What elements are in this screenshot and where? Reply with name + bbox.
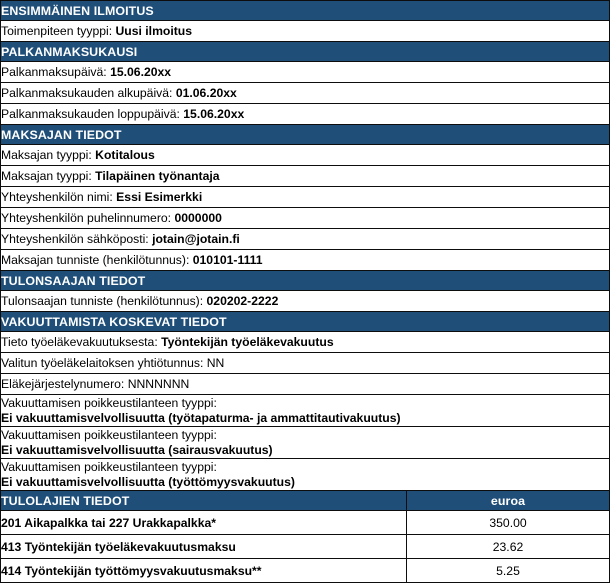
section-title: ENSIMMÄINEN ILMOITUS bbox=[1, 1, 610, 21]
field-label: Yhteyshenkilön nimi: bbox=[1, 190, 113, 204]
field-yhteyshenkilon-nimi bbox=[1, 187, 610, 208]
field-label: Valitun työeläkelaitoksen yhtiötunnus: bbox=[1, 356, 204, 370]
table-row bbox=[1, 145, 610, 166]
table-row bbox=[1, 395, 610, 427]
field-palkanmaksukauden-loppupaiva bbox=[1, 104, 610, 125]
section-header-vakuuttamista-koskevat-tiedot bbox=[1, 312, 610, 332]
field-label: Vakuuttamisen poikkeustilanteen tyyppi: bbox=[1, 427, 217, 442]
table-row bbox=[1, 427, 610, 459]
section-header-ensimmainen-ilmoitus bbox=[1, 1, 610, 21]
field-poikkeustilanne-tyotapaturma bbox=[1, 395, 610, 427]
field-value: NNNNNNN bbox=[127, 377, 190, 391]
field-poikkeustilanne-tyottomyysvakuutus bbox=[1, 459, 610, 491]
field-label: Vakuuttamisen poikkeustilanteen tyyppi: bbox=[1, 459, 217, 474]
section-header-palkanmaksukausi bbox=[1, 42, 610, 62]
section-title: PALKANMAKSUKAUSI bbox=[1, 42, 610, 62]
field-tieto-tyoelakevakuutuksesta bbox=[1, 332, 610, 353]
table-row bbox=[1, 250, 610, 271]
field-value: 020202-2222 bbox=[206, 294, 279, 308]
field-poikkeustilanne-sairausvakuutus bbox=[1, 427, 610, 459]
table-row bbox=[1, 208, 610, 229]
field-maksajan-tyyppi-2 bbox=[1, 166, 610, 187]
field-label: Palkanmaksupäivä: bbox=[1, 65, 107, 79]
field-palkanmaksukauden-alkupaiva bbox=[1, 83, 610, 104]
table-row bbox=[1, 511, 610, 535]
table-row bbox=[1, 353, 610, 374]
table-row bbox=[1, 187, 610, 208]
field-value: Uusi ilmoitus bbox=[115, 24, 193, 38]
field-label: Maksajan tyyppi: bbox=[1, 169, 92, 183]
table-row bbox=[1, 559, 610, 583]
field-label: Palkanmaksukauden loppupäivä: bbox=[1, 107, 180, 121]
field-yhteyshenkilon-puhelinnumero bbox=[1, 208, 610, 229]
field-label: Maksajan tyyppi: bbox=[1, 148, 92, 162]
field-value: Ei vakuuttamisvelvollisuutta (sairausvakuutus) bbox=[1, 442, 273, 457]
field-label: Yhteyshenkilön sähköposti: bbox=[1, 232, 149, 246]
report-body bbox=[1, 1, 610, 583]
table-row bbox=[1, 104, 610, 125]
section-header-maksajan-tiedot bbox=[1, 125, 610, 145]
amount-column-header: euroa bbox=[407, 491, 610, 511]
table-row bbox=[1, 83, 610, 104]
table-row bbox=[1, 166, 610, 187]
income-type-amount: 350.00 bbox=[407, 511, 610, 535]
field-value: Tilapäinen työnantaja bbox=[95, 169, 220, 183]
field-label: Vakuuttamisen poikkeustilanteen tyyppi: bbox=[1, 395, 217, 410]
field-value: Ei vakuuttamisvelvollisuutta (työtapaturma- ja ammattitautivakuutus) bbox=[1, 410, 401, 425]
field-value: 15.06.20xx bbox=[183, 107, 245, 121]
field-elakejarjestelynumero bbox=[1, 374, 610, 395]
field-label: Yhteyshenkilön puhelinnumero: bbox=[1, 211, 172, 225]
field-value: NN bbox=[206, 356, 225, 370]
field-yhteyshenkilon-sahkoposti bbox=[1, 229, 610, 250]
field-value: 0000000 bbox=[174, 211, 222, 225]
field-label: Maksajan tunniste (henkilötunnus): bbox=[1, 253, 190, 267]
field-palkanmaksupaiva bbox=[1, 62, 610, 83]
field-value: Kotitalous bbox=[95, 148, 155, 162]
field-value: 010101-1111 bbox=[192, 253, 263, 267]
field-label: Eläkejärjestelynumero: bbox=[1, 377, 125, 391]
section-title: VAKUUTTAMISTA KOSKEVAT TIEDOT bbox=[1, 312, 610, 332]
income-type-name: 414 Työntekijän työttömyysvakuutusmaksu** bbox=[1, 559, 407, 583]
field-label: Palkanmaksukauden alkupäivä: bbox=[1, 86, 173, 100]
field-tulonsaajan-tunniste bbox=[1, 291, 610, 312]
field-maksajan-tunniste bbox=[1, 250, 610, 271]
field-maksajan-tyyppi-1 bbox=[1, 145, 610, 166]
section-title: MAKSAJAN TIEDOT bbox=[1, 125, 610, 145]
field-value: Ei vakuuttamisvelvollisuutta (työttömyysvakuutus) bbox=[1, 474, 295, 489]
table-row bbox=[1, 291, 610, 312]
income-type-name: 413 Työntekijän työeläkevakuutusmaksu bbox=[1, 535, 407, 559]
field-value: Työntekijän työeläkevakuutus bbox=[161, 335, 334, 349]
table-row bbox=[1, 332, 610, 353]
field-value: Essi Esimerkki bbox=[116, 190, 203, 204]
table-row bbox=[1, 535, 610, 559]
table-row bbox=[1, 21, 610, 42]
field-value: 15.06.20xx bbox=[110, 65, 172, 79]
section-title: TULONSAAJAN TIEDOT bbox=[1, 271, 610, 291]
table-row bbox=[1, 459, 610, 491]
section-header-tulolajien-tiedot bbox=[1, 491, 610, 511]
field-yhtiotunnus bbox=[1, 353, 610, 374]
income-type-name: 201 Aikapalkka tai 227 Urakkapalkka* bbox=[1, 511, 407, 535]
section-title: TULOLAJIEN TIEDOT bbox=[1, 491, 407, 511]
field-toimenpiteen-tyyppi bbox=[1, 21, 610, 42]
field-label: Tulonsaajan tunniste (henkilötunnus): bbox=[1, 294, 204, 308]
field-label: Tieto työeläkevakuutuksesta: bbox=[1, 335, 158, 349]
section-header-tulonsaajan-tiedot bbox=[1, 271, 610, 291]
field-value: jotain@jotain.fi bbox=[152, 232, 240, 246]
income-type-amount: 23.62 bbox=[407, 535, 610, 559]
table-row bbox=[1, 229, 610, 250]
field-label: Toimenpiteen tyyppi: bbox=[1, 24, 113, 38]
table-row bbox=[1, 62, 610, 83]
field-value: 01.06.20xx bbox=[175, 86, 237, 100]
table-row bbox=[1, 374, 610, 395]
income-type-amount: 5.25 bbox=[407, 559, 610, 583]
